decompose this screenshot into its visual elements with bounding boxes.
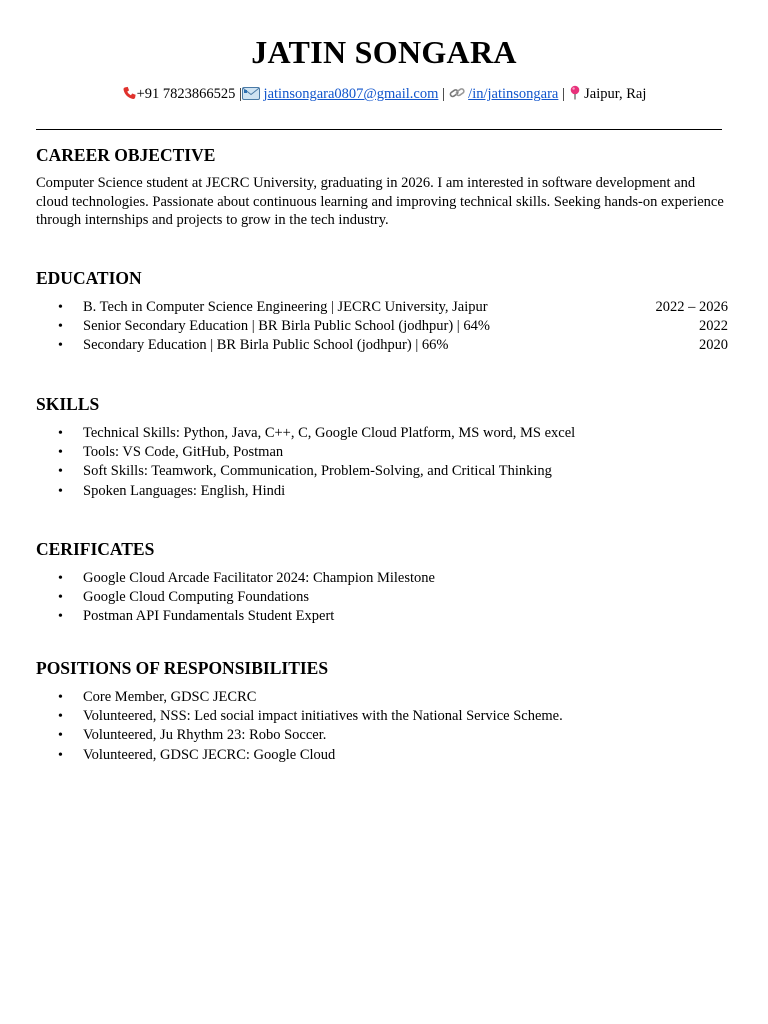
header-divider xyxy=(36,129,722,130)
certificate-item: • Google Cloud Arcade Facilitator 2024: Champion Milestone xyxy=(36,569,728,588)
education-detail: B. Tech in Computer Science Engineering | JECRC University, Jaipur xyxy=(83,299,488,315)
skill-item: • Soft Skills: Teamwork, Communication, Problem-Solving, and Critical Thinking xyxy=(36,462,728,481)
phone-number: +91 7823866525 xyxy=(136,86,236,102)
position-item: • Core Member, GDSC JECRC xyxy=(36,688,728,707)
link-icon xyxy=(449,86,465,105)
certificate-item: • Postman API Fundamentals Student Expert xyxy=(36,607,728,626)
contact-separator: | xyxy=(442,86,445,102)
education-years: 2020 xyxy=(699,337,728,354)
skill-item: • Tools: VS Code, GitHub, Postman xyxy=(36,443,728,462)
education-detail: Senior Secondary Education | BR Birla Public School (jodhpur) | 64% xyxy=(83,318,490,335)
section-title: SKILLS xyxy=(36,394,100,414)
education-detail: Secondary Education | BR Birla Public School (jodhpur) | 66% xyxy=(83,337,449,354)
career-objective-section xyxy=(36,144,728,230)
position-item: • Volunteered, GDSC JECRC: Google Cloud xyxy=(36,746,728,765)
contact-line xyxy=(0,85,768,105)
email-link[interactable]: jatinsongara0807@gmail.com xyxy=(263,86,439,102)
section-title: EDUCATION xyxy=(36,268,142,288)
positions-section xyxy=(36,657,728,765)
linkedin-link[interactable]: /in/jatinsongara xyxy=(468,86,559,102)
map-pin-icon xyxy=(569,85,581,105)
envelope-icon xyxy=(242,87,260,105)
education-years: 2022 xyxy=(699,318,728,335)
skill-item: • Spoken Languages: English, Hindi xyxy=(36,482,728,501)
candidate-name: JATIN SONGARA xyxy=(251,34,517,70)
education-years: 2022 – 2026 xyxy=(655,299,728,315)
education-item xyxy=(36,336,728,355)
phone-icon xyxy=(122,86,137,105)
section-title: POSITIONS OF RESPONSIBILITIES xyxy=(36,658,329,678)
objective-text: Computer Science student at JECRC University, graduating in 2026. I am interested in software development and cloud technologies. Passionate about continuous learning and improving technical skills. Seeking hands-on experience through internships and projects to grow in the tech industry. xyxy=(36,175,724,228)
education-item xyxy=(36,298,728,317)
section-title: CAREER OBJECTIVE xyxy=(36,145,216,165)
certificates-section xyxy=(36,538,728,627)
certificate-item: • Google Cloud Computing Foundations xyxy=(36,588,728,607)
location-text: Jaipur, Raj xyxy=(584,86,647,102)
skill-item: • Technical Skills: Python, Java, C++, C, Google Cloud Platform, MS word, MS excel xyxy=(36,424,728,443)
contact-separator: | xyxy=(239,86,242,102)
contact-separator: | xyxy=(562,86,565,102)
education-item xyxy=(36,317,728,336)
section-title: CERIFICATES xyxy=(36,539,155,559)
education-section xyxy=(36,267,728,356)
position-item: • Volunteered, NSS: Led social impact initiatives with the National Service Scheme. xyxy=(36,707,728,726)
skills-section xyxy=(36,393,728,501)
position-item: • Volunteered, Ju Rhythm 23: Robo Soccer. xyxy=(36,726,728,745)
